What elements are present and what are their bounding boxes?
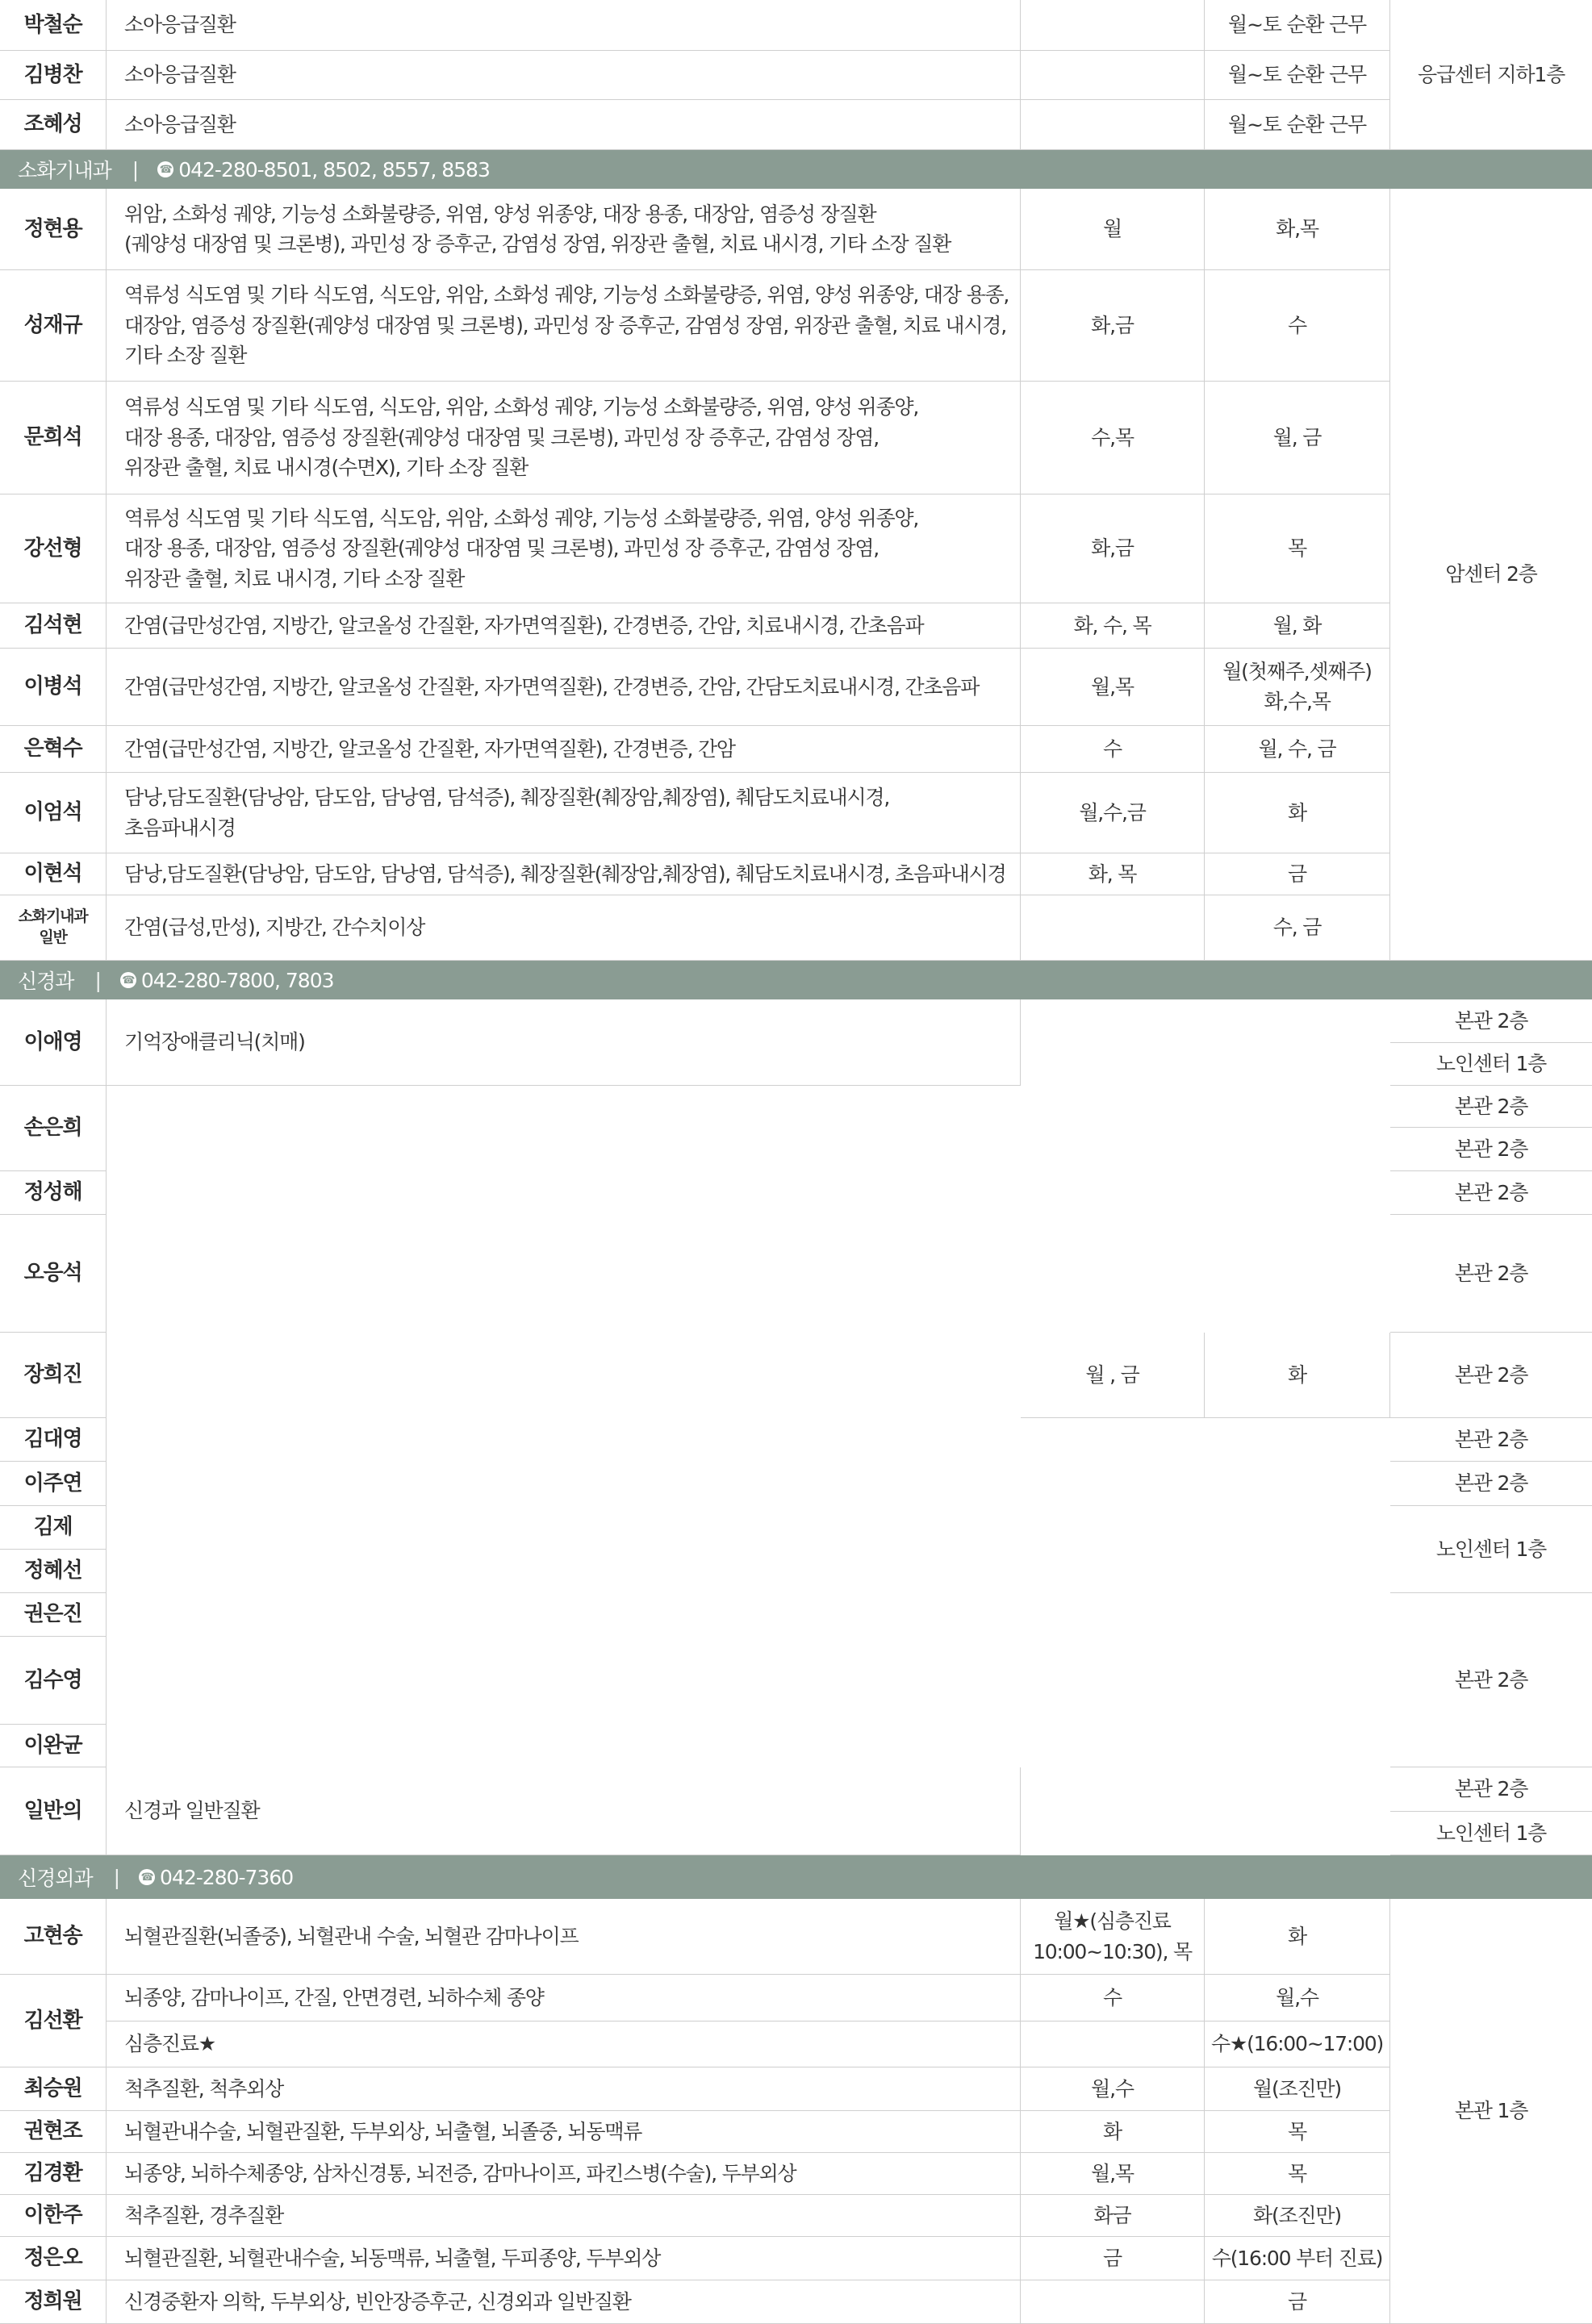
doctor-name: 일반의: [0, 1767, 107, 1855]
specialty-description: 뇌종양, 뇌하수체종양, 삼차신경통, 뇌전증, 감마나이프, 파킨스병(수술), 두부외상: [107, 2153, 1021, 2195]
clinic-day-am: 수,목: [1021, 382, 1205, 494]
specialty-description: 뇌혈관질환, 뇌혈관내수술, 뇌동맥류, 뇌출혈, 두피종양, 두부외상: [107, 2237, 1021, 2280]
clinic-day-am: 월,목: [1021, 649, 1205, 726]
doctor-name: 조혜성: [0, 100, 107, 150]
clinic-day-am: 화, 목: [1021, 853, 1205, 895]
specialty-description: 담낭,담도질환(담낭암, 담도암, 담낭염, 담석증), 췌장질환(췌장암,췌장염), 췌담도치료내시경, 초음파내시경: [107, 853, 1021, 895]
section-header: [0, 961, 1592, 999]
clinic-day-pm: 수(16:00 부터 진료): [1205, 2237, 1390, 2280]
specialty-description: 소아응급질환: [107, 100, 1021, 150]
specialty-description: 소아응급질환: [107, 51, 1021, 100]
clinic-day-am: 월,수: [1021, 2067, 1205, 2111]
specialty-description: 심층진료★: [107, 2022, 1021, 2067]
department-phone[interactable]: 042-280-7800, 7803: [140, 968, 334, 992]
section-header: [0, 1855, 1592, 1899]
specialty-description: 역류성 식도염 및 기타 식도염, 식도암, 위암, 소화성 궤양, 기능성 소화불량증, 위염, 양성 위종양, 대장 용종, 대장암, 염증성 장질환(궤양성 대장염 및 크론병), 과민성 장 증후군, 감염성 장염, 위장관 출혈, 치료 내시경(수면X), 기타 소장 질환: [107, 382, 1021, 494]
doctor-name: 장희진: [0, 1333, 107, 1418]
clinic-location: 암센터 2층: [1390, 189, 1592, 961]
doctor-name: 고현송: [0, 1899, 107, 1975]
clinic-location: 본관 2층: [1390, 1215, 1592, 1333]
phone-icon: ☎: [139, 1869, 155, 1885]
specialty-description: 간염(급만성간염, 지방간, 알코올성 간질환, 자가면역질환), 간경변증, 간암, 치료내시경, 간초음파: [107, 603, 1021, 649]
clinic-day-pm: 화: [1205, 773, 1390, 853]
specialty-description: 담낭,담도질환(담낭암, 담도암, 담낭염, 담석증), 췌장질환(췌장암,췌장염), 췌담도치료내시경, 초음파내시경: [107, 773, 1021, 853]
doctor-name: 김경환: [0, 2153, 107, 2195]
doctor-name: 이엄석: [0, 773, 107, 853]
separator: |: [113, 1865, 120, 1889]
clinic-day-am: 월★(심층진료 10:00~10:30), 목: [1021, 1899, 1205, 1975]
clinic-day-am: 수: [1021, 1975, 1205, 2022]
clinic-location: 본관 2층: [1390, 1128, 1592, 1171]
clinic-location: 본관 1층: [1390, 1899, 1592, 2324]
specialty-description: 기억장애클리닉(치매): [107, 999, 1021, 1086]
specialty-description: 척추질환, 경추질환: [107, 2195, 1021, 2237]
clinic-day-am: [1021, 51, 1205, 100]
clinic-location: 본관 2층: [1390, 1333, 1592, 1418]
clinic-day-am: 금: [1021, 2237, 1205, 2280]
clinic-day-pm: 금: [1205, 853, 1390, 895]
clinic-day-am: 월,목: [1021, 2153, 1205, 2195]
clinic-day-am: [1021, 100, 1205, 150]
doctor-name: 권현조: [0, 2111, 107, 2153]
clinic-day-pm: 화(조진만): [1205, 2195, 1390, 2237]
clinic-day-am: 화,금: [1021, 270, 1205, 382]
doctor-name: 문희석: [0, 382, 107, 494]
clinic-day-pm: 화: [1205, 1333, 1390, 1418]
clinic-day-pm: 수★(16:00~17:00): [1205, 2022, 1390, 2067]
doctor-name: 강선형: [0, 494, 107, 603]
clinic-day-am: [1021, 895, 1205, 961]
clinic-location: 노인센터 1층: [1390, 1043, 1592, 1086]
clinic-location: 노인센터 1층: [1390, 1812, 1592, 1855]
clinic-day-pm: 월,수: [1205, 1975, 1390, 2022]
clinic-day-pm: 수, 금: [1205, 895, 1390, 961]
clinic-location: 본관 2층: [1390, 1593, 1592, 1767]
doctor-name: 이병석: [0, 649, 107, 726]
doctor-name: 성재규: [0, 270, 107, 382]
separator: |: [94, 968, 101, 992]
clinic-day-am: [1021, 2280, 1205, 2324]
clinic-location: 본관 2층: [1390, 1767, 1592, 1812]
doctor-name: 김수영: [0, 1637, 107, 1725]
clinic-day-pm: 월, 수, 금: [1205, 726, 1390, 773]
clinic-location: 본관 2층: [1390, 1171, 1592, 1215]
doctor-name: 김석현: [0, 603, 107, 649]
doctor-name: 정희원: [0, 2280, 107, 2324]
specialty-description: 역류성 식도염 및 기타 식도염, 식도암, 위암, 소화성 궤양, 기능성 소화불량증, 위염, 양성 위종양, 대장 용종, 대장암, 염증성 장질환(궤양성 대장염 및 크론병), 과민성 장 증후군, 감염성 장염, 위장관 출혈, 치료 내시경, 기타 소장 질환: [107, 270, 1021, 382]
phone-icon: ☎: [120, 972, 136, 988]
department-phone[interactable]: 042-280-8501, 8502, 8557, 8583: [178, 157, 490, 181]
doctor-name: 이현석: [0, 853, 107, 895]
specialty-description: 소아응급질환: [107, 0, 1021, 51]
specialty-description: 간염(급만성간염, 지방간, 알코올성 간질환, 자가면역질환), 간경변증, 간암: [107, 726, 1021, 773]
clinic-day-am: 월 , 금: [1021, 1333, 1205, 1418]
doctor-name: 정혜선: [0, 1550, 107, 1593]
clinic-day-am: 월: [1021, 189, 1205, 270]
clinic-day-am: [1021, 0, 1205, 51]
clinic-location: 본관 2층: [1390, 1418, 1592, 1462]
doctor-name: 김선환: [0, 1975, 107, 2067]
department-name: 신경외과: [18, 1867, 93, 1890]
clinic-day-pm: 월(조진만): [1205, 2067, 1390, 2111]
doctor-name: 정현용: [0, 189, 107, 270]
clinic-day-pm: 월~토 순환 근무: [1205, 51, 1390, 100]
specialty-description: 역류성 식도염 및 기타 식도염, 식도암, 위암, 소화성 궤양, 기능성 소화불량증, 위염, 양성 위종양, 대장 용종, 대장암, 염증성 장질환(궤양성 대장염 및 크론병), 과민성 장 증후군, 감염성 장염, 위장관 출혈, 치료 내시경, 기타 소장 질환: [107, 494, 1021, 603]
clinic-day-pm: 월, 금: [1205, 382, 1390, 494]
doctor-name: 은혁수: [0, 726, 107, 773]
clinic-location: 본관 2층: [1390, 1462, 1592, 1506]
doctor-name: 이애영: [0, 999, 107, 1086]
clinic-day-am: 수: [1021, 726, 1205, 773]
specialty-description: 뇌종양, 감마나이프, 간질, 안면경련, 뇌하수체 종양: [107, 1975, 1021, 2022]
specialty-description: 위암, 소화성 궤양, 기능성 소화불량증, 위염, 양성 위종양, 대장 용종, 대장암, 염증성 장질환 (궤양성 대장염 및 크론병), 과민성 장 증후군, 감염성 장염, 위장관 출혈, 치료 내시경, 기타 소장 질환: [107, 189, 1021, 270]
specialty-description: 간염(급성,만성), 지방간, 간수치이상: [107, 895, 1021, 961]
doctor-name: 김제: [0, 1506, 107, 1550]
clinic-location: 본관 2층: [1390, 999, 1592, 1043]
clinic-day-am: [1021, 2022, 1205, 2067]
specialty-description: 뇌혈관질환(뇌졸중), 뇌혈관내 수술, 뇌혈관 감마나이프: [107, 1899, 1021, 1975]
section-header: [0, 150, 1592, 189]
separator: |: [132, 157, 139, 181]
clinic-location: 본관 2층: [1390, 1086, 1592, 1128]
doctor-name: 권은진: [0, 1593, 107, 1637]
specialty-description: 신경중환자 의학, 두부외상, 빈안장증후군, 신경외과 일반질환: [107, 2280, 1021, 2324]
clinic-location: 응급센터 지하1층: [1390, 0, 1592, 150]
clinic-day-am: 화, 수, 목: [1021, 603, 1205, 649]
specialty-description: 신경과 일반질환: [107, 1767, 1021, 1855]
clinic-day-pm: 월~토 순환 근무: [1205, 0, 1390, 51]
clinic-day-am: 화: [1021, 2111, 1205, 2153]
specialty-description: 척추질환, 척추외상: [107, 2067, 1021, 2111]
department-name: 신경과: [18, 970, 74, 993]
clinic-location: 노인센터 1층: [1390, 1506, 1592, 1593]
doctor-name: 김대영: [0, 1418, 107, 1462]
department-phone[interactable]: 042-280-7360: [160, 1865, 294, 1889]
doctor-name: 이완균: [0, 1725, 107, 1767]
clinic-day-pm: 월~토 순환 근무: [1205, 100, 1390, 150]
clinic-day-pm: 월(첫째주,셋째주) 화,수,목: [1205, 649, 1390, 726]
doctor-name: 김병찬: [0, 51, 107, 100]
clinic-day-pm: 금: [1205, 2280, 1390, 2324]
doctor-name: 이한주: [0, 2195, 107, 2237]
clinic-day-pm: 수: [1205, 270, 1390, 382]
doctor-name: 오응석: [0, 1215, 107, 1333]
specialty-description: 간염(급만성간염, 지방간, 알코올성 간질환, 자가면역질환), 간경변증, 간암, 간담도치료내시경, 간초음파: [107, 649, 1021, 726]
clinic-day-pm: 목: [1205, 2111, 1390, 2153]
doctor-name: 손은희: [0, 1086, 107, 1171]
clinic-day-pm: 화,목: [1205, 189, 1390, 270]
doctor-name: 소화기내과 일반: [0, 895, 107, 961]
doctor-name: 이주연: [0, 1462, 107, 1506]
phone-icon: ☎: [157, 161, 173, 177]
clinic-day-am: 화,금: [1021, 494, 1205, 603]
department-name: 소화기내과: [18, 159, 111, 182]
specialty-description: 뇌혈관내수술, 뇌혈관질환, 두부외상, 뇌출혈, 뇌졸중, 뇌동맥류: [107, 2111, 1021, 2153]
clinic-day-pm: 화: [1205, 1899, 1390, 1975]
clinic-day-pm: 월, 화: [1205, 603, 1390, 649]
doctor-name: 정성해: [0, 1171, 107, 1215]
clinic-day-am: 화금: [1021, 2195, 1205, 2237]
doctor-name: 박철순: [0, 0, 107, 51]
clinic-day-pm: 목: [1205, 494, 1390, 603]
clinic-day-am: 월,수,금: [1021, 773, 1205, 853]
doctor-name: 정은오: [0, 2237, 107, 2280]
doctor-name: 최승원: [0, 2067, 107, 2111]
clinic-day-pm: 목: [1205, 2153, 1390, 2195]
